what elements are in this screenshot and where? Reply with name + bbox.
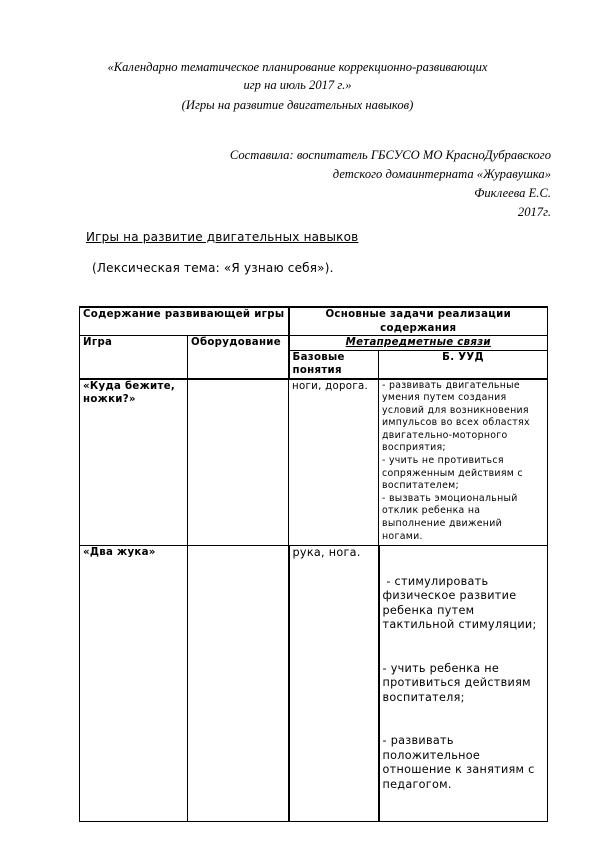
- header-line-1: «Календарно тематическое планирование коррекционно-развивающих: [107, 60, 488, 74]
- uud-item: - развивать двигательные умения путем создания условий для возникновения импульсов во всех областях двигательно-моторного восприятия;: [382, 379, 530, 454]
- uud-item: - вызвать эмоциональный отклик ребенка на выполнение движений ногами.: [382, 492, 518, 542]
- col-uud-header: Б. УУД: [379, 350, 548, 379]
- game-cell: «Куда бежите, ножки?»: [80, 379, 188, 546]
- col-basic-header: Базовые понятия: [289, 350, 379, 379]
- section-title: Игры на развитие двигательных навыков: [86, 230, 359, 244]
- col-game-header: Игра: [80, 336, 188, 379]
- composer-line-3: Фиклеева Е.С.: [474, 186, 551, 200]
- composer-line-2: детского домаинтерната «Журавушка»: [332, 167, 551, 181]
- table-row: [80, 379, 548, 546]
- table-subhead-row: [80, 336, 548, 351]
- uud-item: - стимулировать физическое развитие ребенка путем тактильной стимуляции;: [382, 574, 537, 631]
- col-meta-header: Метапредметные связи: [289, 336, 548, 351]
- table-row: [80, 545, 548, 822]
- header-line-3: (Игры на развитие двигательных навыков): [181, 98, 414, 112]
- head-content-cell: Содержание развивающей игры: [80, 307, 289, 336]
- lexical-theme: (Лексическая тема: «Я узнаю себя»).: [92, 261, 334, 275]
- uud-item: - учить ребенка не противиться действиям воспитателя;: [382, 661, 535, 704]
- uud-item: - развивать положительное отношение к занятиям с педагогом.: [382, 734, 539, 791]
- basic-cell: ноги, дорога.: [289, 379, 379, 546]
- equipment-cell: [188, 545, 289, 822]
- uud-cell: [379, 545, 548, 822]
- uud-cell: [379, 379, 548, 546]
- composer-line-4: 2017г.: [517, 205, 551, 219]
- table-head-row: [80, 307, 548, 336]
- game-cell: «Два жука»: [80, 545, 188, 822]
- plan-table: [79, 306, 548, 822]
- basic-cell: рука, нога.: [289, 545, 379, 822]
- header-line-2: игр на июль 2017 г.»: [243, 78, 352, 92]
- head-tasks-cell: Основные задачи реализации содержания: [289, 307, 548, 336]
- composer-line-1: Составила: воспитатель ГБСУСО МО КрасноДубравского: [229, 148, 551, 162]
- col-equipment-header: Оборудование: [188, 336, 289, 379]
- equipment-cell: [188, 379, 289, 546]
- uud-item: - учить не противиться сопряженным действиям с воспитателем;: [382, 455, 523, 492]
